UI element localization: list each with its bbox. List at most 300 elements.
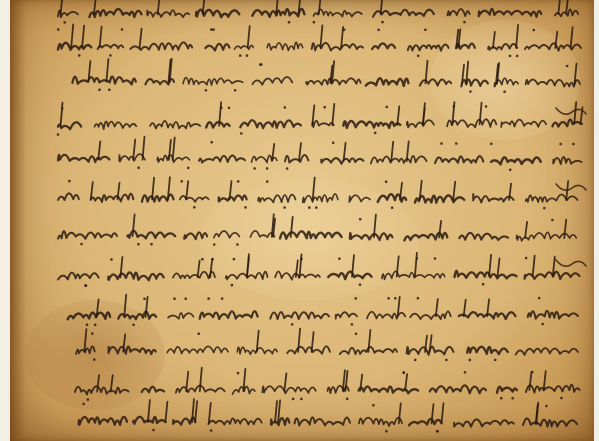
- script-ascender: [195, 401, 197, 422]
- script-dot: [455, 142, 458, 145]
- script-word: [420, 79, 451, 85]
- script-dot: [210, 429, 213, 432]
- script-line: [58, 177, 586, 209]
- script-dot: [308, 206, 311, 209]
- script-ascender: [312, 105, 314, 125]
- script-dot: [541, 323, 544, 326]
- script-dot: [205, 89, 208, 92]
- script-dot: [545, 405, 548, 408]
- script-word: [516, 348, 578, 355]
- script-ascender: [442, 403, 444, 423]
- script-ascender: [200, 368, 202, 392]
- script-ascender: [186, 181, 188, 199]
- script-word: [240, 120, 301, 128]
- script-dot: [244, 206, 247, 209]
- script-dot: [237, 372, 240, 375]
- script-word: [454, 419, 514, 426]
- script-word: [58, 231, 117, 239]
- script-ascender: [571, 27, 573, 48]
- script-word: [359, 418, 402, 426]
- script-word: [479, 9, 542, 17]
- script-ascender: [493, 32, 495, 48]
- script-dot: [482, 283, 485, 286]
- script-ascender: [209, 403, 211, 423]
- script-word: [258, 195, 296, 203]
- script-word: [68, 312, 110, 319]
- script-word: [336, 312, 357, 319]
- script-word: [205, 44, 229, 51]
- script-dot: [394, 297, 397, 300]
- script-word: [410, 311, 451, 319]
- script-ascender: [313, 178, 315, 200]
- script-word: [58, 155, 109, 162]
- script-dot: [221, 297, 224, 300]
- script-dot: [234, 89, 237, 92]
- script-dot: [440, 142, 443, 145]
- script-ascender: [320, 25, 322, 47]
- script-ascender: [111, 375, 113, 391]
- script-dot: [68, 180, 71, 183]
- script-dot: [300, 258, 303, 261]
- script-word: [303, 194, 338, 202]
- script-word: [199, 155, 245, 162]
- script-word: [275, 271, 320, 279]
- script-ascender: [124, 295, 126, 317]
- script-dot: [485, 105, 488, 108]
- script-dot: [355, 297, 358, 300]
- script-ascender: [106, 59, 108, 82]
- script-dot: [292, 398, 295, 401]
- script-dot: [180, 180, 183, 183]
- script-dot: [231, 284, 234, 287]
- script-line: [57, 24, 581, 57]
- script-word: [467, 347, 508, 354]
- script-word: [373, 10, 434, 17]
- script-word: [262, 386, 315, 393]
- script-word: [250, 231, 274, 237]
- script-dot: [313, 21, 316, 24]
- script-ascender: [173, 138, 175, 160]
- script-ascender: [98, 141, 100, 159]
- script-ascender: [71, 24, 73, 47]
- script-word: [366, 78, 409, 86]
- script-word: [98, 45, 124, 50]
- script-word: [473, 194, 513, 202]
- script-dot: [417, 55, 420, 58]
- script-dot: [385, 430, 388, 433]
- script-dot: [266, 167, 269, 170]
- script-ascender: [436, 299, 438, 316]
- script-dot: [291, 323, 294, 326]
- script-dot: [572, 143, 575, 146]
- script-ascender: [453, 182, 455, 200]
- script-word: [497, 387, 517, 393]
- script-ascender: [133, 140, 135, 160]
- script-word: [459, 233, 508, 240]
- script-ascender: [391, 142, 393, 161]
- marginal-note: [556, 184, 586, 190]
- script-ascender: [82, 26, 84, 48]
- script-dot: [193, 206, 196, 209]
- script-dot: [332, 142, 335, 145]
- script-dot: [143, 298, 146, 301]
- script-dot: [210, 141, 213, 144]
- script-dot: [445, 359, 448, 362]
- script-ascender: [312, 332, 314, 352]
- script-dot: [490, 143, 493, 146]
- script-word: [382, 271, 445, 279]
- script-ascender: [100, 27, 102, 48]
- script-word: [343, 121, 400, 128]
- script-word: [173, 272, 215, 279]
- script-ascender: [558, 0, 560, 14]
- script-dot: [85, 284, 88, 287]
- script-word: [109, 347, 156, 354]
- script-dot: [61, 107, 64, 110]
- script-dot: [239, 54, 242, 57]
- script-ascender: [574, 102, 576, 124]
- script-dot: [509, 55, 512, 58]
- script-word: [461, 79, 488, 86]
- script-dot: [434, 257, 437, 260]
- script-dot: [150, 243, 153, 246]
- script-dot: [424, 29, 427, 32]
- script-dot: [387, 297, 390, 300]
- script-word: [359, 386, 419, 393]
- script-dot: [213, 243, 216, 246]
- script-dot: [414, 359, 417, 362]
- script-dot: [559, 143, 562, 146]
- script-word: [270, 312, 329, 319]
- script-dot: [516, 55, 519, 58]
- script-ascender: [148, 400, 150, 422]
- script-dot: [210, 28, 213, 31]
- script-dot: [173, 297, 176, 300]
- script-ascender: [397, 106, 399, 125]
- script-dot: [338, 257, 341, 260]
- script-word: [523, 418, 577, 426]
- script-word: [58, 43, 91, 50]
- script-dot: [525, 257, 528, 260]
- script-ascender: [341, 27, 343, 48]
- script-ascender: [198, 261, 200, 278]
- script-dot: [57, 133, 60, 136]
- script-word: [526, 385, 580, 393]
- script-word: [271, 418, 289, 425]
- script-line: [79, 399, 577, 433]
- script-word: [184, 232, 207, 239]
- script-word: [58, 193, 79, 200]
- script-word: [235, 45, 254, 49]
- script-word: [435, 156, 483, 163]
- script-ascender: [133, 214, 135, 236]
- script-dot: [417, 297, 420, 300]
- script-dot: [560, 397, 563, 400]
- script-dot: [108, 88, 111, 91]
- script-dot: [184, 297, 187, 300]
- script-dot: [464, 371, 467, 374]
- script-dot: [220, 107, 223, 110]
- script-dot: [110, 258, 113, 261]
- script-ascender: [415, 253, 417, 277]
- script-dot: [509, 169, 512, 172]
- script-word: [314, 9, 362, 16]
- script-word: [328, 272, 371, 279]
- script-word: [378, 194, 406, 202]
- script-line: [58, 0, 578, 24]
- script-word: [448, 9, 470, 16]
- script-word: [150, 121, 200, 129]
- script-dot: [233, 258, 236, 261]
- script-word: [119, 154, 145, 161]
- script-ascender: [400, 183, 402, 200]
- script-line: [58, 137, 582, 171]
- script-dot: [78, 54, 81, 57]
- script-word: [252, 77, 292, 85]
- script-dot: [531, 371, 534, 374]
- script-dot: [538, 297, 541, 300]
- script-dot: [359, 218, 362, 221]
- script-word: [408, 45, 449, 51]
- script-word: [142, 387, 164, 393]
- script-ascender: [368, 330, 370, 352]
- script-word: [206, 122, 229, 128]
- script-dot: [463, 21, 466, 24]
- script-ascender: [210, 259, 212, 277]
- script-word: [287, 346, 330, 353]
- script-word: [200, 311, 258, 319]
- script-dot: [351, 323, 354, 326]
- script-dot: [98, 88, 101, 91]
- script-word: [75, 386, 129, 394]
- script-ascender: [426, 61, 428, 84]
- script-ascender: [140, 29, 142, 48]
- script-word: [372, 43, 395, 49]
- script-word: [219, 195, 247, 201]
- script-ascender: [152, 178, 154, 200]
- script-word: [552, 120, 581, 127]
- script-dot: [343, 28, 346, 31]
- script-dot: [346, 398, 349, 401]
- script-word: [528, 311, 578, 319]
- script-line: [68, 295, 578, 327]
- script-ascender: [533, 256, 535, 276]
- script-ascender: [275, 401, 277, 423]
- script-word: [491, 157, 541, 164]
- script-word: [526, 194, 578, 202]
- script-word: [430, 385, 486, 393]
- script-line: [76, 329, 578, 362]
- script-dot: [566, 65, 569, 68]
- script-dot: [197, 332, 200, 335]
- script-word: [79, 417, 127, 425]
- script-ascender: [248, 26, 250, 48]
- script-ascender: [143, 137, 145, 160]
- script-word: [108, 272, 163, 280]
- script-ascender: [284, 373, 286, 391]
- script-dot: [543, 207, 546, 210]
- script-dot: [259, 63, 262, 66]
- script-ascender: [319, 0, 321, 14]
- script-ascender: [298, 329, 300, 352]
- script-ascender: [291, 217, 293, 237]
- script-word: [168, 313, 194, 319]
- script-word: [133, 417, 165, 424]
- script-dot: [57, 28, 60, 31]
- script-dot: [80, 243, 83, 246]
- script-dot: [494, 359, 497, 362]
- script-ascender: [529, 372, 531, 390]
- script-dot: [359, 283, 362, 286]
- script-word: [553, 157, 581, 164]
- script-dot: [86, 324, 89, 327]
- script-word: [312, 121, 334, 127]
- script-dot: [402, 371, 405, 374]
- script-word: [167, 346, 228, 353]
- script-word: [312, 43, 363, 51]
- script-word: [404, 233, 447, 241]
- script-word: [455, 271, 517, 279]
- script-dot: [453, 105, 456, 108]
- script-dot: [82, 403, 85, 406]
- script-word: [409, 419, 442, 426]
- script-dot: [377, 29, 380, 32]
- script-ascender: [525, 222, 527, 238]
- script-dot: [385, 180, 388, 183]
- script-dot: [315, 206, 318, 209]
- script-word: [127, 231, 175, 239]
- script-dot: [132, 324, 135, 327]
- script-ascender: [405, 374, 407, 390]
- script-word: [183, 78, 243, 86]
- script-ascender: [498, 258, 500, 276]
- script-word: [371, 156, 427, 164]
- script-ascender: [299, 143, 301, 161]
- script-ascender: [516, 25, 518, 48]
- script-word: [306, 78, 360, 85]
- script-word: [415, 195, 464, 202]
- script-dot: [152, 429, 155, 432]
- script-dot: [416, 257, 419, 260]
- script-ascender: [61, 0, 63, 14]
- script-dot: [228, 107, 231, 110]
- script-dot: [93, 358, 96, 361]
- script-dot: [286, 167, 289, 170]
- script-dot: [323, 106, 326, 109]
- script-word: [208, 418, 261, 424]
- script-ascender: [407, 141, 409, 161]
- script-dot: [240, 132, 243, 135]
- script-dot: [87, 398, 90, 401]
- script-dot: [469, 90, 472, 93]
- marginal-note: [556, 260, 586, 266]
- script-dot: [391, 206, 394, 209]
- script-dot: [246, 54, 249, 57]
- script-dot: [236, 243, 239, 246]
- script-word: [295, 417, 351, 425]
- script-dot: [288, 21, 291, 24]
- script-word: [91, 194, 134, 202]
- script-line: [58, 214, 576, 246]
- script-dot: [237, 180, 240, 183]
- script-dot: [551, 219, 554, 222]
- script-dot: [91, 332, 94, 335]
- script-line: [72, 59, 580, 93]
- script-dot: [500, 397, 503, 400]
- script-dot: [207, 297, 210, 300]
- script-dot: [94, 324, 97, 327]
- script-dot: [300, 398, 303, 401]
- script-word: [147, 10, 189, 17]
- script-dot: [381, 21, 384, 24]
- script-dot: [121, 28, 124, 31]
- script-dot: [374, 132, 377, 135]
- script-word: [525, 43, 581, 50]
- script-dot: [63, 21, 66, 24]
- script-ascender: [186, 372, 188, 391]
- script-ascender: [464, 300, 466, 316]
- script-dot: [372, 404, 375, 407]
- script-word: [180, 196, 209, 202]
- script-ascender: [165, 402, 167, 422]
- script-word: [267, 42, 303, 50]
- script-word: [407, 120, 434, 127]
- script-ascender: [489, 255, 491, 276]
- script-ascender: [158, 0, 160, 14]
- script-word: [349, 195, 370, 202]
- script-ascender: [430, 335, 432, 352]
- script-line: [58, 253, 586, 287]
- script-line: [57, 102, 586, 136]
- script-word: [95, 121, 137, 129]
- script-dot: [201, 258, 204, 261]
- script-word: [72, 77, 135, 85]
- script-word: [252, 9, 304, 17]
- script-dot: [533, 29, 536, 32]
- script-dot: [355, 333, 358, 336]
- script-ascender: [247, 254, 249, 277]
- script-word: [350, 233, 393, 240]
- script-word: [321, 158, 363, 164]
- script-dot: [511, 397, 514, 400]
- script-line: [75, 368, 580, 401]
- script-ascender: [61, 103, 63, 127]
- script-word: [501, 120, 546, 127]
- script-dot: [469, 359, 472, 362]
- script-word: [447, 119, 496, 127]
- script-dot: [266, 180, 269, 183]
- script-word: [285, 155, 308, 163]
- script-ascender: [332, 104, 334, 125]
- script-dot: [253, 167, 256, 170]
- script-dot: [211, 258, 214, 261]
- script-ascender: [544, 371, 546, 390]
- script-word: [89, 9, 141, 17]
- script-ascender: [169, 140, 171, 160]
- script-word: [58, 273, 99, 280]
- script-dot: [109, 54, 112, 57]
- script-ascender: [564, 220, 566, 238]
- script-dot: [386, 106, 389, 109]
- script-dot: [137, 166, 140, 169]
- script-word: [280, 231, 342, 238]
- script-dot: [137, 243, 140, 246]
- script-word: [214, 231, 240, 238]
- script-dot: [187, 167, 190, 170]
- script-word: [367, 312, 405, 319]
- script-word: [526, 80, 580, 87]
- script-dot: [503, 90, 506, 93]
